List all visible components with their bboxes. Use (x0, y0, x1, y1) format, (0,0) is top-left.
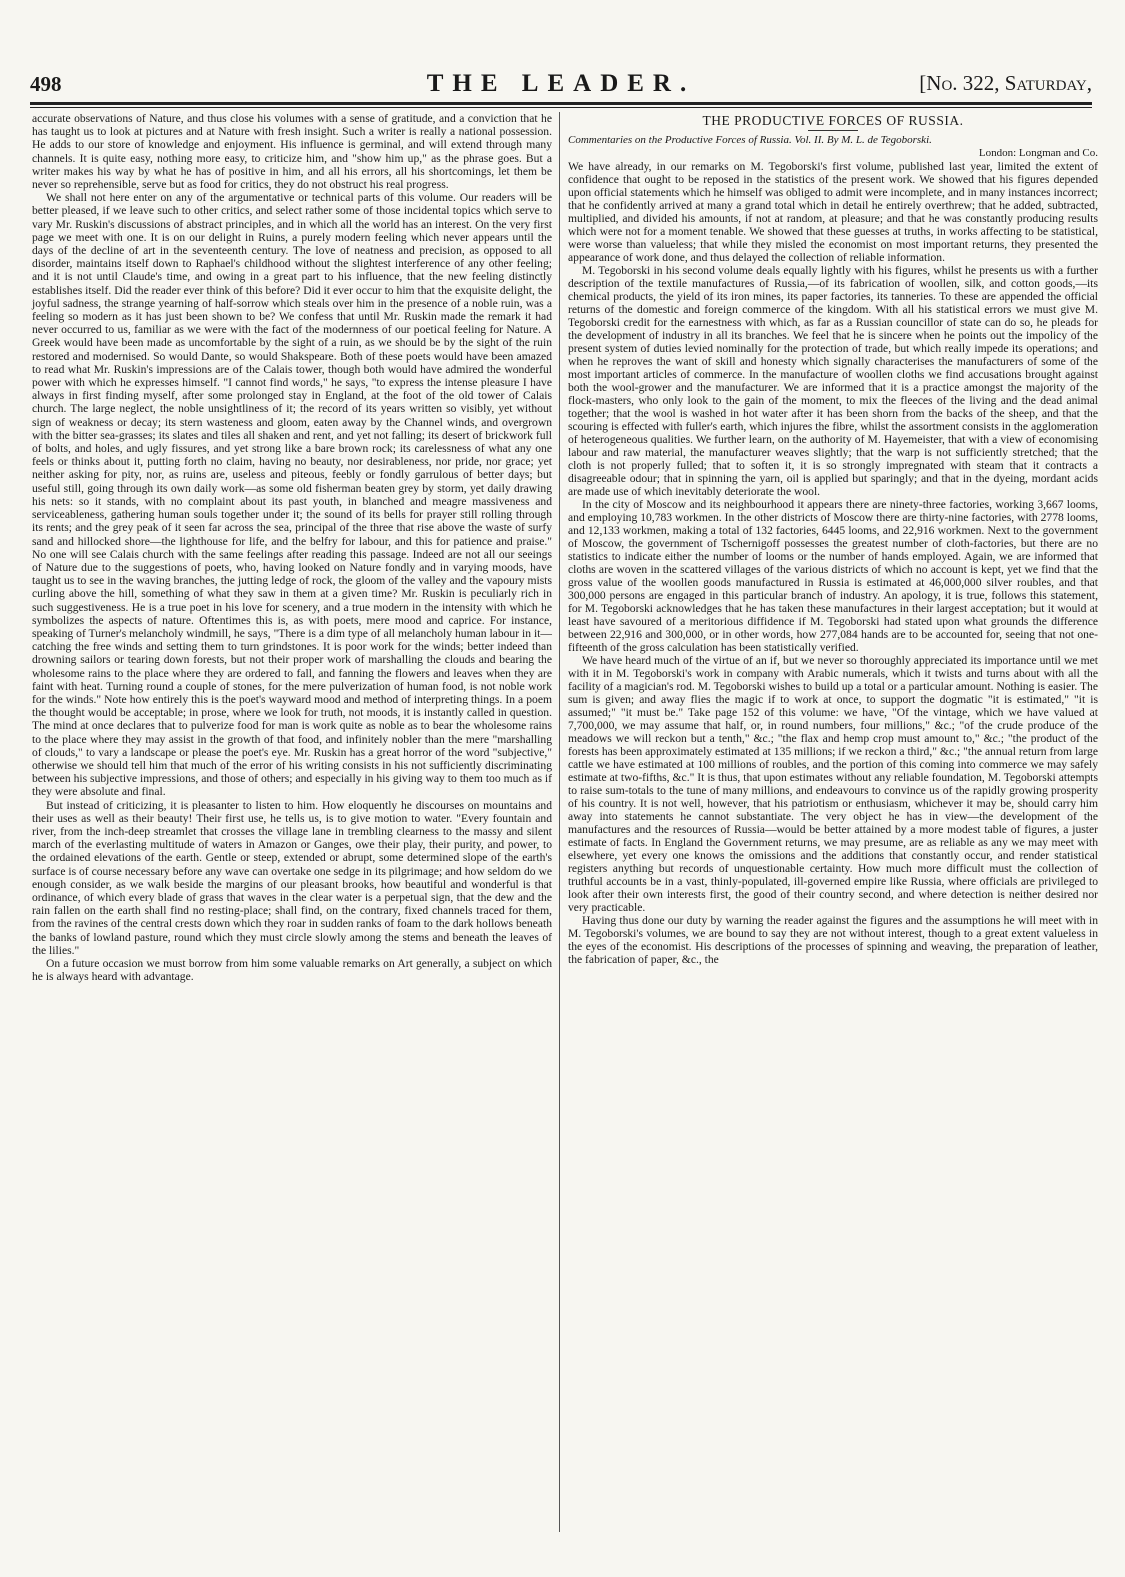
publisher: London: Longman and Co. (978, 147, 1098, 159)
header-rule-thin (30, 107, 1092, 108)
paper-title: THE LEADER. (426, 70, 696, 97)
header-rule (30, 102, 1092, 105)
issue-label: [No. 322, Saturday, (919, 71, 1092, 95)
right-paragraph: M. Tegoborski in his second volume deals equally lightly with his figures, whilst he presents us with a further description of the textile manufactures of Russia,—of its fabrication of woollen, silk, and cotton goods,—its chemical products, the yield of its iron mines, its paper factories, its tanneries. To these are appended the official returns of the domestic and foreign commerce of the kingdom. With all his statistical errors we must give M. Tegoborski credit for the earnestness with which, as far as a Russian councillor of state can do so, he pleads for the development of industry in all its branches. We feel that he is sincere when he points out the impolicy of the present system of duties levied nominally for the protection of trade, but which really impede its operations; and when he reproves the want of skill and honesty which signally characterises the manufacturers of some of the most important articles of commerce. In the manufacture of woollen cloths we find accusations brought against both the wool-grower and the manufacturer. We are informed that it is a practice amongst the majority of the flock-masters, who only look to the gain of the moment, to mix the fleeces of the living and the dead animal together; that the wool is washed in hot water after it has been shorn from the backs of the sheep, and that the scouring is effected with fuller's earth, which injures the fibre, whilst the assortment consists in the agglomeration of heterogeneous qualities. We further learn, on the authority of M. Hayemeister, that with a view of economising labour and raw material, the manufacturer weaves slightly; that the warp is not sufficiently stretched; that the cloth is not properly fulled; that to soften it, it is so strongly impregnated with steam that it contracts a disagreeable odour; that in spinning the yarn, oil is applied but sparingly; and that in the dyeing, mordant acids are made use of which inevitably deteriorate the wool. (568, 264, 1098, 498)
book-reference: Commentaries on the Productive Forces of Russia. Vol. II. By M. L. de Tegoborski. (568, 134, 932, 146)
left-paragraph: But instead of criticizing, it is pleasanter to listen to him. How eloquently he discourses on mountains and their uses as well as their beauty! Their first use, he tells us, is to give motion to water. "Every fountain and river, from the inch-deep streamlet that crosses the village lane in trembling clearness to the massy and silent march of the everlasting multitude of waters in Amazon or Ganges, owe their play, their purity, and power, to the ordained elevations of the earth. Gentle or steep, extended or abrupt, some determined slope of the earth's surface is of course necessary before any wave can overtake one sedge in its pilgrimage; and how seldom do we enough consider, as we walk beside the margins of our pleasant brooks, how beautiful and wonderful is that ordinance, of which every blade of grass that waves in the clear water is a perpetual sign, that the dew and the rain fallen on the earth shall find no resting-place; shall find, on the contrary, fixed channels traced for them, from the ravines of the central crests down which they roar in sudden ranks of foam to the dark hollows beneath the banks of lowland pasture, round which they must circle slowly among the stems and beneath the leaves of the lilies." (32, 798, 552, 957)
right-column (568, 112, 1098, 966)
right-paragraph: We have heard much of the virtue of an if, but we never so thoroughly appreciated its importance until we met with it in M. Tegoborski's work in company with Arabic numerals, which it twists and turns about with all the facility of a magician's rod. M. Tegoborski wishes to build up a total or a particular amount. Nothing is easier. The sum is given; and away flies the magic if to work at once, to support the dogmatic "it is estimated," "it is assumed;" "it must be." Take page 152 of this volume: we have, "Of the vintage, which we have valued at 7,700,000, we may assume that half, or, in round numbers, four millions," &c.; "of the crude produce of the meadows we will reckon but a tenth," &c.; "the flax and hemp crop must amount to," &c.; "the product of the forests has been approximately estimated at 135 millions; if we reckon a third," &c.; "the annual return from large cattle we have estimated at 100 millions of roubles, and the portion of this coming into commerce we may safely estimate at two-fifths, &c." It is thus, that upon estimates without any reliable foundation, M. Tegoborski attempts to raise sum-totals to the tune of many millions, and endeavours to convince us of the rapidly growing prosperity of his country. It is not well, however, that his patriotism or enthusiasm, whichever it may be, should carry him away into statements he cannot substantiate. The very object he has in view—the development of the manufactures and the resources of Russia—would be better attained by a more modest table of figures, a juster estimate of facts. In England the Government returns, we may presume, are as reliable as any we may meet with elsewhere, yet every one knows the omissions and the additions that constantly occur, and render statistical registers anything but records of unquestionable certainty. How much more difficult must the collection of truthful accounts be in a vast, thinly-populated, ill-governed empire like Russia, where officials are privileged to look after their own interests first, the good of their country second, and where detection is neither desired nor very practicable. (568, 654, 1098, 914)
title-rule (808, 130, 858, 131)
left-paragraph: On a future occasion we must borrow from him some valuable remarks on Art generally, a subject on which he is always heard with advantage. (32, 957, 552, 984)
right-paragraph: We have already, in our remarks on M. Tegoborski's first volume, published last year, limited the extent of confidence that ought to be reposed in the statistics of the present work. We showed that his figures depended upon official statements which he himself was obliged to admit were incomplete, and in many instances incorrect; that he confidently arrived at many a grand total which in detail he entirely overthrew; that he added, subtracted, multiplied, and divided his amounts, if not at random, at pleasure; and that he was constantly producing results which were not for a moment tenable. We showed that these guesses at truths, in works affecting to be statistical, were worse than valueless; that while they misled the economist on most important returns, they presented the appearance of work done, and thus delayed the collection of reliable information. (568, 160, 1098, 264)
page-number: 498 (30, 72, 62, 96)
left-column (32, 112, 552, 983)
masthead (30, 72, 1092, 98)
left-paragraph: accurate observations of Nature, and thus close his volumes with a sense of gratitude, and a conviction that he has taught us to look at pictures and at Nature with fresh insight. Such a writer is really a national possession. He adds to our store of knowledge and enjoyment. His influence is germinal, and will extend through many channels. It is quite easy, nothing more easy, to criticize him, and "show him up," as the phrase goes. But a writer makes his way by what he has of positive in him, and all his errors, all his shortcomings, let them be never so reprehensible, serve but as food for critics, they do not obstruct his real progress. (32, 112, 552, 192)
left-paragraph: We shall not here enter on any of the argumentative or technical parts of this volume. Our readers will be better pleased, if we leave such to other critics, and select rather some of those incidental topics which serve to vary Mr. Ruskin's discussions of abstract principles, and in which all the world has an interest. On the very first page we meet with one. It is on our delight in Ruins, a purely modern feeling which never appears until the days of the decline of art in the seventeenth century. The love of neatness and precision, as opposed to all disorder, maintains itself down to Raphael's childhood without the slightest interference of any other feeling; and it is not until Claude's time, and owing in a great part to his influence, that the new feeling distinctly establishes itself. Did the reader ever think of this before? Did it ever occur to him that the exquisite delight, the joyful sadness, the strange yearning of half-sorrow which steals over him in the presence of a noble ruin, was a feeling so modern as it has just been shown to be? We confess that until Mr. Ruskin made the remark it had never occurred to us, familiar as we were with the fact of the modernness of our poetical feeling for Nature. A Greek would have been made as uncomfortable by the sight of a ruin, as we should be by the sight of the ruin restored and modernised. So would Dante, so would Shakspeare. Both of these poets would have been amazed to read what Mr. Ruskin's impressions are of the Calais tower, though both would have admired the wonderful power with which he expresses himself. "I cannot find words," he says, "to express the intense pleasure I have always in first finding myself, after some prolonged stay in England, at the foot of the old tower of Calais church. The large neglect, the noble unsightliness of it; the record of its years written so visibly, yet without sign of weakness or decay; its stern wasteness and gloom, eaten away by the Channel winds, and overgrown with the bitter sea-grasses; its slates and tiles all shaken and rent, and yet not falling; its desert of brickwork full of bolts, and holes, and ugly fissures, and yet strong like a bare brown rock; its carelessness of what any one feels or thinks about it, putting forth no claim, having no beauty, nor desirableness, nor pride, nor grace; yet neither asking for pity, nor, as ruins are, useless and piteous, feebly or fondly garrulous of better days; but useful still, going through its own daily work—as some old fisherman beaten grey by storm, yet daily drawing his nets: so it stands, with no complaint about its past youth, in blanched and meagre massiveness and serviceableness, gathering human souls together under it; the sound of its bells for prayer still rolling through its rents; and the grey peak of it seen far across the sea, principal of the three that rise above the waste of surfy sand and hillocked shore—the lighthouse for life, and the belfry for labour, and this for patience and praise." No one will see Calais church with the same feelings after reading this passage. Indeed are not all our seeings of Nature due to the suggestions of poets, who, having looked on Nature fondly and in varying moods, have taught us to see in the waving branches, the jutting ledge of rock, the gloom of the valley and the vapoury mists curling above the hill, something of what they saw in them at a given time? Mr. Ruskin is peculiarly rich in such suggestiveness. He is a true poet in his love for scenery, and a true modern in the intensity with which he symbolizes the aspects of nature. Oftentimes this is, as with poets, mere mood and caprice. For instance, speaking of Turner's melancholy windmill, he says, "There is a dim type of all melancholy human labour in it—catching the free winds and setting them to turn grindstones. It is poor work for the winds; better indeed than drowning sailors or tearing down forests, but not their proper work of marshalling the clouds and bearing the wholesome rains to the place where they are ordered to fall, and fanning the flowers and leaves when they are faint with heat. Turning round a couple of stones, for the mere pulverization of human food, is not noble work for the winds." Note how entirely this is the poet's wayward mood and method of interpreting things. In a poem the thought would be acceptable; in prose, where we look for truth, not moods, it is instantly called in question. The mind at once declares that to pulverize food for man is work quite as noble as to bear the wholesome rains to the place where they may assist in the growth of that food, and infinitely nobler than the mere "marshalling of clouds," to vary a landscape or please the poet's eye. Mr. Ruskin has a great horror of the word "subjective," otherwise we should tell him that much of the error of his writing consists in his not sufficiently discriminating between his subjective impressions, and those of others; and especially in his giving way to them too much as if they were absolute and final. (32, 191, 552, 799)
article-title: THE PRODUCTIVE FORCES OF RUSSIA. (702, 113, 964, 128)
right-paragraph: Having thus done our duty by warning the reader against the figures and the assumptions he will meet with in M. Tegoborski's volumes, we are bound to say they are not without interest, though to a great extent valueless in the eyes of the economist. His descriptions of the processes of spinning and weaving, the preparation of leather, the fabrication of paper, &c., the (568, 914, 1098, 966)
column-divider (559, 112, 560, 1532)
right-paragraph: In the city of Moscow and its neighbourhood it appears there are ninety-three factories, working 3,667 looms, and employing 10,783 workmen. In the other districts of Moscow there are thirty-nine factories, with 2778 looms, and 12,133 workmen, making a total of 132 factories, 6445 looms, and 22,916 workmen. Next to the government of Moscow, the government of Tschernigoff possesses the greatest number of cloth-factories, but there are no statistics to indicate either the number of looms or the number of hands employed. Again, we are informed that cloths are woven in the scattered villages of the various districts of which no account is kept, yet we find that the gross value of the woollen goods manufactured in Russia is estimated at 46,000,000 silver roubles, and that 300,000 persons are engaged in this particular branch of industry. An apology, it is true, follows this statement, for M. Tegoborski acknowledges that he has taken these manufactures in their largest acceptation; but it would at least have savoured of a meritorious diffidence if M. Tegoborski had stated upon what grounds the difference between 22,916 and 300,000, or in other words, how 277,084 hands are to be accounted for, seeing that not one-fifteenth of the gross calculation has been statistically verified. (568, 498, 1098, 654)
